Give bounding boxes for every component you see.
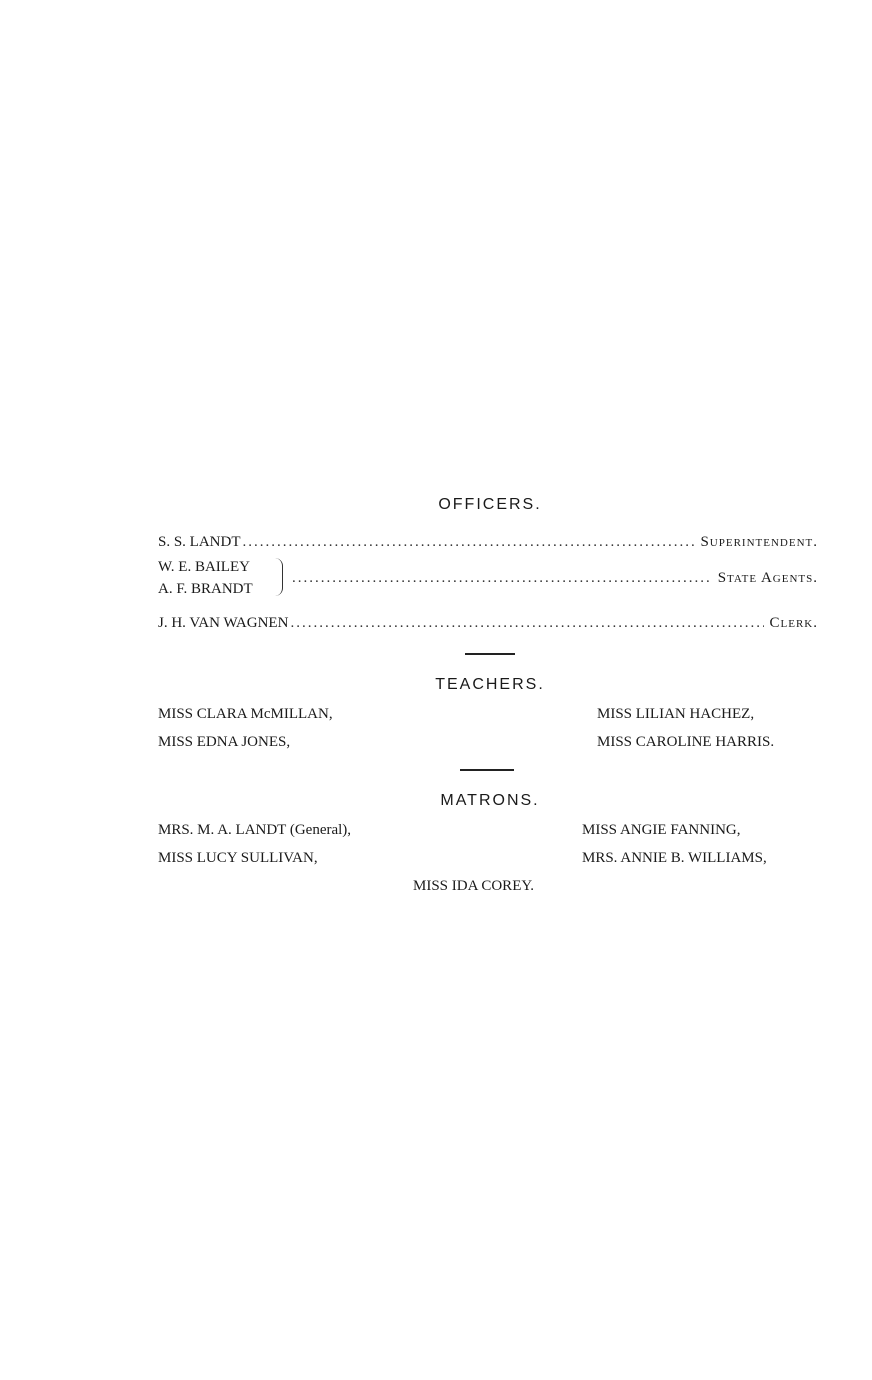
teacher-name: MISS CLARA McMILLAN, <box>158 706 333 722</box>
section-divider <box>460 769 514 771</box>
matron-name: MRS. ANNIE B. WILLIAMS, <box>582 850 767 866</box>
teacher-name: MISS CAROLINE HARRIS. <box>597 734 775 750</box>
leader-dots <box>243 534 695 551</box>
officer-title: Clerk. <box>769 615 818 631</box>
officer-row-state-agents <box>158 556 818 600</box>
section-divider <box>465 653 515 655</box>
officer-title: State Agents. <box>717 570 818 586</box>
teachers-heading: TEACHERS. <box>435 676 545 693</box>
teachers-right-column <box>597 703 774 753</box>
teachers-left-column <box>158 703 333 753</box>
state-agents-leader <box>290 570 818 587</box>
officer-row-clerk <box>158 615 818 637</box>
leader-dots <box>292 570 712 587</box>
brace-bracket <box>274 558 283 596</box>
teacher-name: MISS EDNA JONES, <box>158 734 291 750</box>
officer-title: Superintendent. <box>700 534 818 550</box>
officer-name: S. S. LANDT <box>158 534 241 550</box>
state-agent-name: W. E. BAILEY <box>158 559 250 575</box>
matrons-heading: MATRONS. <box>440 792 540 809</box>
leader-dots <box>290 615 763 632</box>
officers-heading: OFFICERS. <box>438 496 542 513</box>
state-agent-name: A. F. BRANDT <box>158 581 253 597</box>
matron-name-center: MISS IDA COREY. <box>413 878 535 894</box>
state-agent-names <box>158 556 253 600</box>
matron-name: MISS LUCY SULLIVAN, <box>158 850 318 866</box>
teacher-name: MISS LILIAN HACHEZ, <box>597 706 755 722</box>
matrons-left-column <box>158 819 351 869</box>
officer-row-superintendent <box>158 534 818 556</box>
matrons-right-column <box>582 819 767 869</box>
officer-name: J. H. VAN WAGNEN <box>158 615 289 631</box>
matron-name: MRS. M. A. LANDT (General), <box>158 822 352 838</box>
matron-name: MISS ANGIE FANNING, <box>582 822 741 838</box>
